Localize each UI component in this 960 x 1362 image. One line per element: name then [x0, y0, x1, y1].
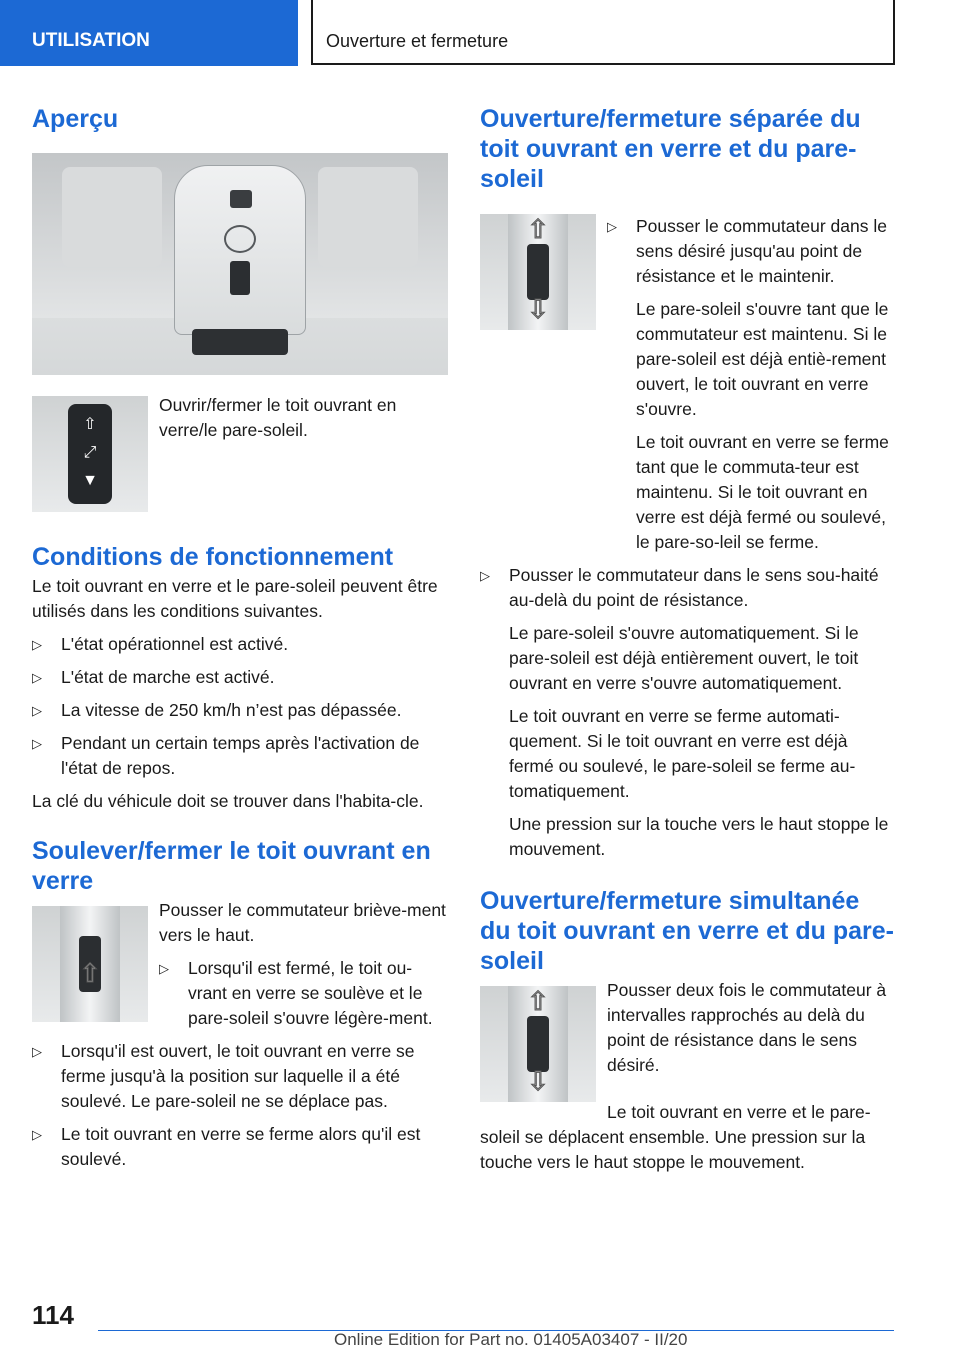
- left-column: [32, 100, 448, 1172]
- roof-console-image: [32, 153, 448, 375]
- simultanee-heading: Ouverture/fermeture simultanée du toit ouvrant en verre et du pare-soleil: [480, 887, 894, 975]
- switch-closeup-image: [32, 396, 148, 512]
- arrow-down-icon: ▼: [82, 472, 98, 489]
- right-column: [480, 100, 896, 1175]
- page-number: 114: [32, 1300, 74, 1330]
- switch-double-image: [480, 986, 596, 1102]
- list-item: ▷ Lorsqu'il est ouvert, le toit ouvrant en verre se ferme jusqu'à la position sur laquelle il a été soulevé. Le pare-soleil ne se déplace pas.: [32, 1039, 448, 1114]
- section-label: UTILISATION: [0, 0, 298, 66]
- edition-note: Online Edition for Part no. 01405A03407 - II/20: [334, 1330, 688, 1349]
- list-item: ▷ Pousser le commutateur dans le sens sou-haité au-delà du point de résistance. Le pare-soleil s'ouvre automatiquement. Si le pare-soleil est déjà entièrement ouvert, le toit ouvrant en verre s'ouvre automatiquement. Le toit ouvrant en verre se ferme automati-quement. Si le toit ouvrant en verre est déjà fermé ou soulevé, le pare-soleil se ferme au-tomatiquement. Une pression sur la touche vers le haut stoppe le mouvement.: [480, 563, 896, 862]
- conditions-list: [32, 632, 448, 781]
- apercu-heading: Aperçu: [32, 105, 119, 133]
- list-item: ▷ Le toit ouvrant en verre se ferme alors qu'il est soulevé.: [32, 1122, 448, 1172]
- page-header: [0, 0, 960, 66]
- thumb-caption: Ouvrir/fermer le toit ouvrant en verre/le pare-soleil.: [159, 395, 397, 440]
- list-item: ▷ Lorsqu'il est fermé, le toit ou-vrant en verre se soulève et le pare-soleil s'ouvre légère-ment.: [159, 956, 448, 1031]
- conditions-intro: Le toit ouvrant en verre et le pare-soleil peuvent être utilisés dans les conditions suivantes.: [32, 576, 438, 621]
- switch-up-image: [32, 906, 148, 1022]
- arrow-up-icon: ⇧: [527, 986, 549, 1016]
- list-item: ▷ Pousser le commutateur dans le sens désiré jusqu'au point de résistance et le maintenir. Le pare-soleil s'ouvre tant que le commutateur est maintenu. Si le pare-soleil est déjà entiè-rement ouvert, le toit ouvrant en verre s'ouvre. Le toit ouvrant en verre se ferme tant que le commuta-teur est maintenu. Si le toit ouvrant en verre est déjà fermé ou soulevé, le pare-so-leil se ferme.: [607, 214, 896, 555]
- header-divider: [311, 0, 313, 64]
- separee-list: [480, 563, 896, 862]
- soulever-intro: Pousser le commutateur briève-ment vers le haut.: [159, 900, 446, 945]
- conditions-note: La clé du véhicule doit se trouver dans l'habita-cle.: [32, 791, 424, 811]
- separee-heading: Ouverture/fermeture séparée du toit ouvrant en verre et du pare-soleil: [480, 105, 861, 193]
- list-item: ▷ L'état de marche est activé.: [32, 665, 448, 690]
- arrow-down-icon: ⇩: [527, 1066, 549, 1096]
- simultanee-p1: Pousser deux fois le commutateur à intervalles rapprochés au delà du point de résistance dans le sens désiré.: [607, 980, 887, 1075]
- arrow-up-icon: ⇧: [83, 416, 97, 433]
- list-item: ▷ Pendant un certain temps après l'activation de l'état de repos.: [32, 731, 448, 781]
- tilt-icon: ⤢: [83, 444, 97, 461]
- arrow-up-icon: ⇧: [527, 214, 549, 244]
- soulever-list: [32, 1039, 448, 1172]
- switch-updown-image: [480, 214, 596, 330]
- conditions-heading: Conditions de fonctionnement: [32, 543, 394, 571]
- soulever-heading: Soulever/fermer le toit ouvrant en verre: [32, 837, 431, 895]
- simultanee-p2: Le toit ouvrant en verre et le pare-soleil se déplacent ensemble. Une pression sur la touche vers le haut stoppe le mouvement.: [480, 1102, 871, 1172]
- arrow-down-icon: ⇩: [527, 294, 549, 324]
- arrow-up-icon: ⇧: [79, 958, 101, 988]
- header-divider: [893, 0, 895, 64]
- header-underline: [311, 63, 895, 65]
- list-item: ▷ L'état opérationnel est activé.: [32, 632, 448, 657]
- list-item: ▷ La vitesse de 250 km/h n’est pas dépassée.: [32, 698, 448, 723]
- chapter-title: Ouverture et fermeture: [326, 31, 509, 51]
